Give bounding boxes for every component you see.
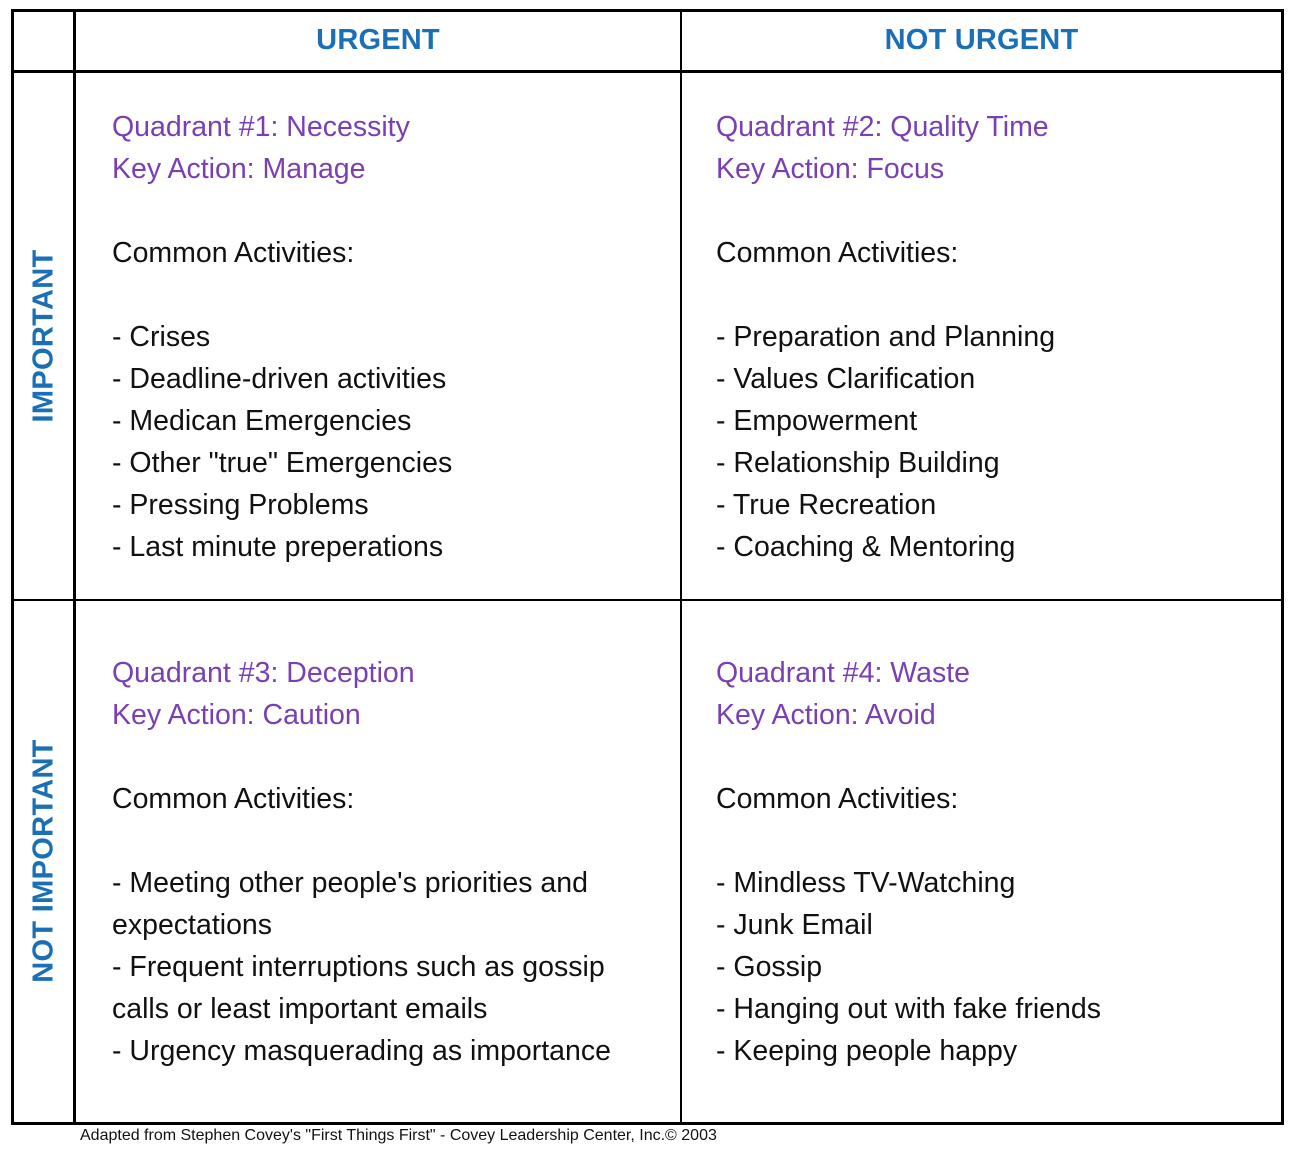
list-item: - Empowerment <box>716 405 918 437</box>
column-header-not-urgent: NOT URGENT <box>884 24 1079 56</box>
quadrant-title: Quadrant #4: Waste <box>716 657 970 689</box>
quadrant-key-action: Key Action: Caution <box>112 699 361 731</box>
list-item: - Urgency masquerading as importance <box>112 1035 611 1067</box>
list-item: - Relationship Building <box>716 447 1000 479</box>
label-column-divider <box>73 12 76 1122</box>
list-item: - Values Clarification <box>716 363 976 395</box>
list-item: - Meeting other people's priorities and expectations <box>112 867 588 941</box>
quadrant-1 <box>112 106 672 568</box>
common-activities-label: Common Activities: <box>112 237 355 269</box>
quadrant-key-action: Key Action: Avoid <box>716 699 936 731</box>
row-label-not-important: NOT IMPORTANT <box>27 739 60 983</box>
list-item: - Coaching & Mentoring <box>716 531 1016 563</box>
column-header-urgent: URGENT <box>316 24 440 56</box>
list-item: - Last minute preperations <box>112 531 444 563</box>
quadrant-title: Quadrant #3: Deception <box>112 657 415 689</box>
activity-list <box>716 862 1276 1072</box>
header-row-divider <box>14 70 1281 73</box>
source-attribution: Adapted from Stephen Covey's "First Things First" - Covey Leadership Center, Inc.© 2003 <box>80 1127 717 1144</box>
priority-matrix <box>11 9 1284 1125</box>
quadrant-key-action: Key Action: Manage <box>112 153 366 185</box>
quadrant-title: Quadrant #1: Necessity <box>112 111 410 143</box>
list-item: - Preparation and Planning <box>716 321 1056 353</box>
quadrant-title: Quadrant #2: Quality Time <box>716 111 1049 143</box>
activity-list <box>716 316 1276 568</box>
list-item: - Crises <box>112 321 211 353</box>
row-label-important: IMPORTANT <box>27 249 60 423</box>
list-item: - Mindless TV-Watching <box>716 867 1016 899</box>
quadrant-4 <box>716 652 1276 1072</box>
urgency-divider <box>680 12 682 1122</box>
list-item: - Junk Email <box>716 909 873 941</box>
quadrant-2 <box>716 106 1276 568</box>
importance-divider <box>14 599 1281 601</box>
list-item: - Keeping people happy <box>716 1035 1018 1067</box>
list-item: - Gossip <box>716 951 823 983</box>
quadrant-key-action: Key Action: Focus <box>716 153 945 185</box>
activity-list <box>112 316 672 568</box>
list-item: - Other "true" Emergencies <box>112 447 453 479</box>
list-item: - Deadline-driven activities <box>112 363 447 395</box>
common-activities-label: Common Activities: <box>716 237 959 269</box>
common-activities-label: Common Activities: <box>716 783 959 815</box>
activity-list <box>112 862 657 1072</box>
list-item: - Frequent interruptions such as gossip calls or least important emails <box>112 951 605 1025</box>
quadrant-3 <box>112 652 657 1072</box>
common-activities-label: Common Activities: <box>112 783 355 815</box>
list-item: - Hanging out with fake friends <box>716 993 1101 1025</box>
list-item: - Medican Emergencies <box>112 405 412 437</box>
list-item: - Pressing Problems <box>112 489 369 521</box>
list-item: - True Recreation <box>716 489 937 521</box>
